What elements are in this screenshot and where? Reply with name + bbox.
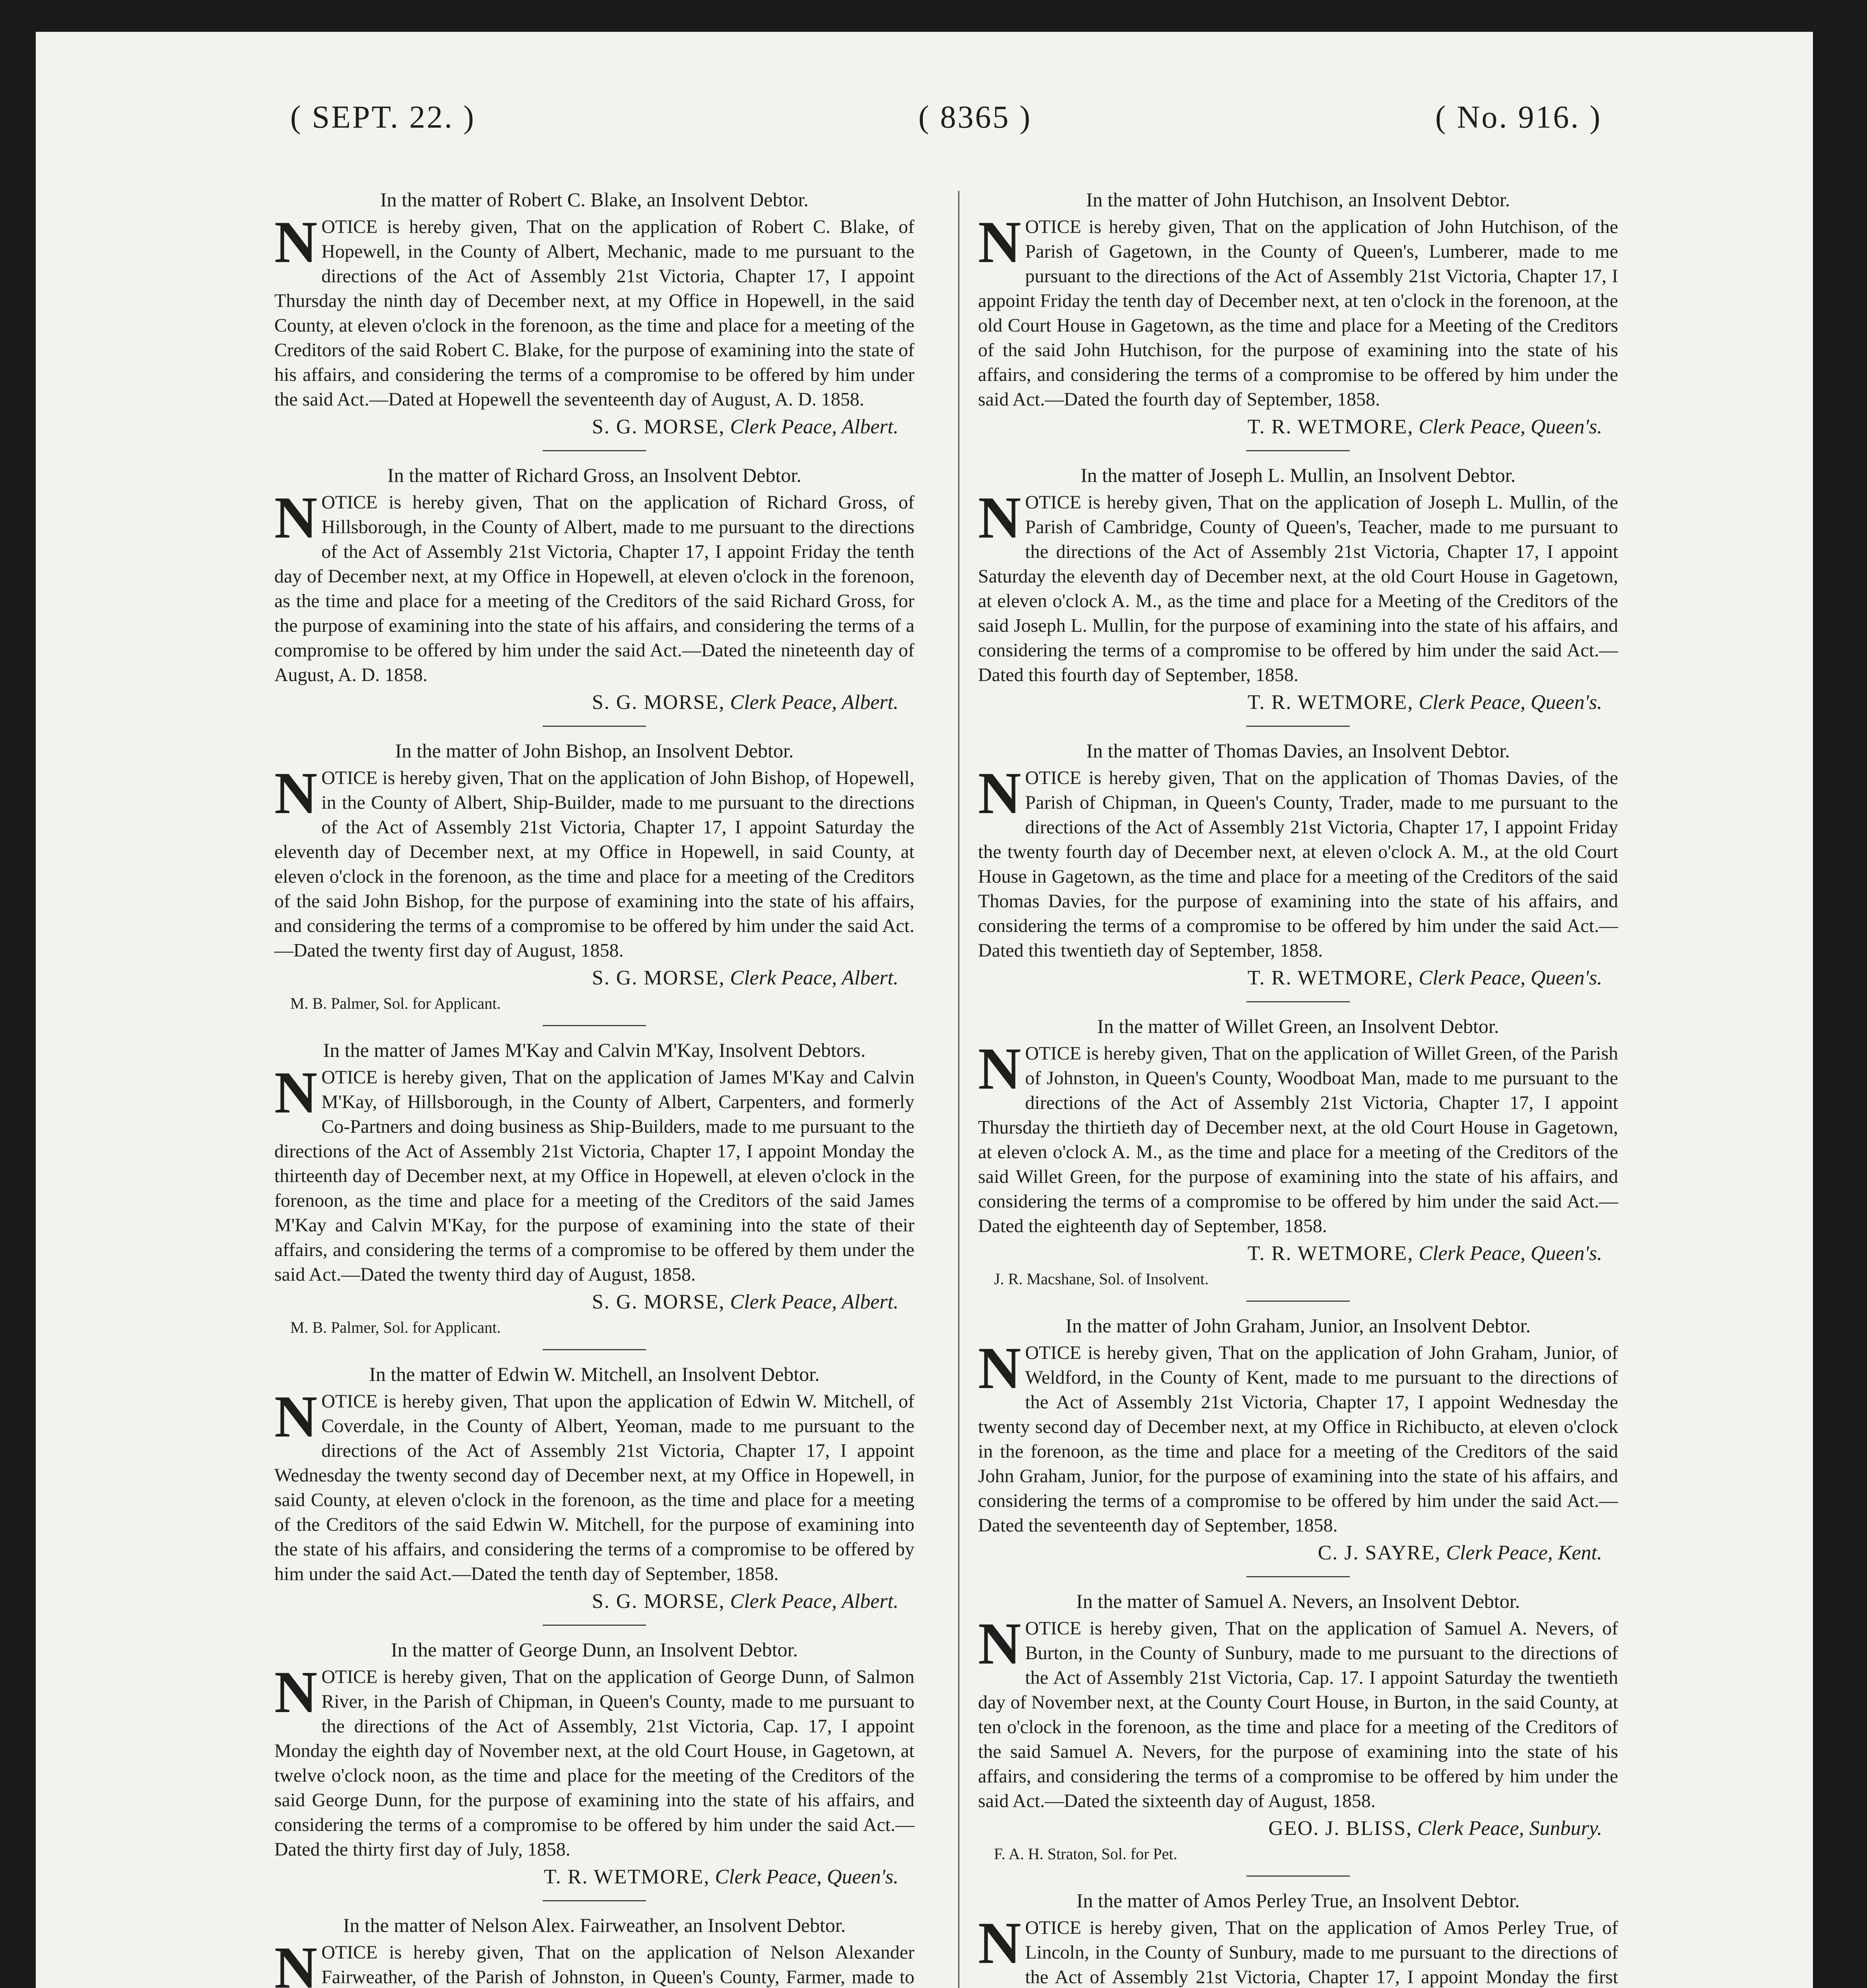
notice-body: [978, 209, 1618, 412]
notice-body: [978, 1036, 1618, 1239]
signer-title: Clerk Peace, Queen's.: [1419, 415, 1602, 438]
notice-title: In the matter of Samuel A. Nevers, an Insolvent Debtor.: [1076, 1590, 1520, 1612]
drop-cap: N: [274, 1384, 318, 1450]
insolvency-notice: [978, 738, 1618, 991]
notice-title: In the matter of John Hutchison, an Insolvent Debtor.: [1086, 188, 1510, 211]
drop-cap: N: [978, 760, 1021, 826]
notice-title: In the matter of James M'Kay and Calvin M'Kay, Insolvent Debtors.: [323, 1039, 866, 1061]
left-column: [274, 187, 914, 1988]
signer-name: T. R. WETMORE,: [1247, 691, 1414, 714]
notice-body: [978, 1335, 1618, 1538]
notice-body: [274, 760, 914, 963]
notice-text: OTICE is hereby given, That upon the application of Edwin W. Mitchell, of Coverdale, in the County of Albert, Yeoman, made to me pursuant to the directions of the Act of Assembly 21st Victoria, Chapter 17, I appoint Wednesday the twenty second day of December next, at my Office in Hopewell, in said County, at eleven o'clock in the forenoon, as the time and place for a meeting of the Creditors of the said Edwin W. Mitchell, for the purpose of examining into the state of his affairs, and considering the terms of a compromise to be offered by him under the said Act.—Dated the tenth day of September, 1858.: [274, 1391, 914, 1584]
insolvency-notice: [978, 1013, 1618, 1290]
notice-body: [274, 1659, 914, 1862]
signer-name: GEO. J. BLISS,: [1268, 1817, 1413, 1840]
signer-name: T. R. WETMORE,: [1247, 415, 1414, 438]
insolvency-notice: [274, 1037, 914, 1339]
notice-text: OTICE is hereby given, That on the application of George Dunn, of Salmon River, in the Parish of Chipman, in Queen's County, made to me pursuant to the directions of the Act of Assembly, 21st Victoria, Cap. 17, I appoint Monday the eighth day of November next, at the old Court House, in Gagetown, at twelve o'clock noon, as the time and place for the meeting of the Creditors of the said George Dunn, for the purpose of examining into the state of his affairs, and considering the terms of a compromise to be offered by him under the said Act.—Dated the thirty first day of July, 1858.: [274, 1666, 914, 1860]
notice-divider: [543, 450, 646, 451]
notice-divider: [543, 1625, 646, 1626]
notice-title: In the matter of Robert C. Blake, an Insolvent Debtor.: [380, 188, 809, 211]
signer-name: S. G. MORSE,: [592, 1590, 725, 1613]
signer-title: Clerk Peace, Sunbury.: [1417, 1817, 1602, 1840]
notice-title: In the matter of John Bishop, an Insolvent Debtor.: [395, 740, 794, 762]
notice-text: OTICE is hereby given, That on the application of Richard Gross, of Hillsborough, in the County of Albert, made to me pursuant to the directions of the Act of Assembly 21st Victoria, Chapter 17, I appoint Friday the tenth day of December next, at my Office in Hopewell, at eleven o'clock in the forenoon, as the time and place for a meeting of the Creditors of the said Richard Gross, for the purpose of examining into the state of his affairs, and considering the terms of a compromise to be offered by him under the said Act.—Dated the nineteenth day of August, A. D. 1858.: [274, 492, 914, 685]
page-number: ( 8365 ): [918, 100, 1032, 135]
drop-cap: N: [274, 760, 318, 826]
signer-title: Clerk Peace, Albert.: [730, 691, 899, 714]
notice-text: OTICE is hereby given, That on the application of Joseph L. Mullin, of the Parish of Cambridge, County of Queen's, Teacher, made to me pursuant to the directions of the Act of Assembly 21st Victoria, Chapter 17, I appoint Saturday the eleventh day of December next, at the old Court House in Gagetown, at eleven o'clock A. M., as the time and place for a Meeting of the Creditors of the said Joseph L. Mullin, for the purpose of examining into the state of his affairs, and considering the terms of a compromise to be offered by him under the said Act.—Dated this fourth day of September, 1858.: [978, 492, 1618, 685]
notice-signature: [274, 965, 899, 991]
drop-cap: N: [274, 1060, 318, 1126]
drop-cap: N: [274, 485, 318, 551]
solicitor-line: J. R. Macshane, Sol. of Insolvent.: [994, 1270, 1209, 1288]
insolvency-notice: [978, 1588, 1618, 1865]
notice-divider: [543, 1349, 646, 1350]
signer-name: T. R. WETMORE,: [1247, 967, 1414, 989]
notice-signature: [978, 1816, 1602, 1841]
notice-title: In the matter of John Graham, Junior, an Insolvent Debtor.: [1065, 1314, 1531, 1337]
drop-cap: N: [274, 209, 318, 275]
notice-signature: [274, 414, 899, 440]
notice-body: [978, 1910, 1618, 1988]
notice-text: OTICE is hereby given, That on the application of Willet Green, of the Parish of Johnston, in Queen's County, Woodboat Man, made to me pursuant to the directions of the Act of Assembly 21st Victoria, Chapter 17, I appoint Thursday the thirtieth day of December next, at the old Court House in Gagetown, at eleven o'clock A. M., as the time and place for a meeting of the Creditors of the said Willet Green, for the purpose of examining into the state of his affairs, and considering the terms of a compromise to be offered by him under the said Act.—Dated the eighteenth day of September, 1858.: [978, 1043, 1618, 1237]
drop-cap: N: [978, 1335, 1021, 1401]
notice-signature: [978, 690, 1602, 715]
signer-name: S. G. MORSE,: [592, 415, 725, 438]
signer-title: Clerk Peace, Queen's.: [1419, 1242, 1602, 1265]
issue-date: ( SEPT. 22. ): [290, 100, 476, 135]
signer-name: S. G. MORSE,: [592, 1291, 725, 1313]
solicitor-line: M. B. Palmer, Sol. for Applicant.: [290, 1318, 501, 1336]
notice-title: In the matter of Joseph L. Mullin, an Insolvent Debtor.: [1080, 464, 1516, 486]
insolvency-notice: [274, 462, 914, 715]
drop-cap: N: [274, 1659, 318, 1725]
notice-text: OTICE is hereby given, That on the application of John Bishop, of Hopewell, in the County of Albert, Ship-Builder, made to me pursuant to the directions of the Act of Assembly 21st Victoria, Chapter 17, I appoint Saturday the eleventh day of December next, at my Office in Hopewell, in said County, at eleven o'clock in the forenoon, as the time and place for a meeting of the Creditors of the said John Bishop, for the purpose of examining into the state of his affairs, and considering the terms of a compromise to be offered by him under the said Act.—Dated the twenty first day of August, 1858.: [274, 767, 914, 961]
notice-signature: [274, 1864, 899, 1890]
insolvency-notice: [274, 1361, 914, 1614]
signer-name: C. J. SAYRE,: [1318, 1541, 1441, 1564]
insolvency-notice: [978, 1888, 1618, 1988]
notice-signature: [978, 965, 1602, 991]
signer-title: Clerk Peace, Albert.: [730, 1291, 899, 1313]
insolvency-notice: [274, 738, 914, 1015]
right-column: [978, 187, 1618, 1988]
drop-cap: N: [978, 209, 1021, 275]
notice-body: [274, 1060, 914, 1287]
signer-name: S. G. MORSE,: [592, 967, 725, 989]
notice-signature: [978, 1540, 1602, 1566]
notice-text: OTICE is hereby given, That on the application of Nelson Alexander Fairweather, of the Parish of Johnston, in Queen's County, Farmer, made to: [321, 1942, 914, 1988]
solicitor-line: M. B. Palmer, Sol. for Applicant.: [290, 994, 501, 1012]
signer-title: Clerk Peace, Queen's.: [715, 1866, 899, 1888]
notice-signature: [978, 414, 1602, 440]
notice-text: OTICE is hereby given, That on the application of John Graham, Junior, of Weldford, in the County of Kent, made to me pursuant to the directions of the Act of Assembly 21st Victoria, Chapter 17, I appoint Wednesday the twenty second day of December next, at my Office in Richibucto, at eleven o'clock in the forenoon, as the time and place for a meeting of the Creditors of the said John Graham, Junior, for the purpose of examining into the state of his affairs, and considering the terms of a compromise to be offered by him under the said Act.—Dated the seventeenth day of September, 1858.: [978, 1342, 1618, 1536]
notice-text: OTICE is hereby given, That on the application of Amos Perley True, of Lincoln, in the County of Sunbury, made to me pursuant to the directions of the Act of Assembly 21st Victoria, Chapter 17, I appoint Monday the first: [1025, 1917, 1618, 1988]
insolvency-notice: [978, 462, 1618, 715]
notice-signature: [274, 1289, 899, 1315]
gazette-page: [36, 32, 1813, 1988]
notice-divider: [543, 1025, 646, 1026]
solicitor-line: F. A. H. Straton, Sol. for Pet.: [994, 1845, 1178, 1863]
drop-cap: N: [978, 1910, 1021, 1976]
notice-body: [274, 485, 914, 687]
notice-text: OTICE is hereby given, That on the application of James M'Kay and Calvin M'Kay, of Hillsborough, in the County of Albert, Carpenters, and formerly Co-Partners and doing business as Ship-Builders, made to me pursuant to the directions of the Act of Assembly 21st Victoria, Chapter 17, I appoint Monday the thirteenth day of December next, at my Office in Hopewell, at eleven o'clock in the forenoon, as the time and place for a meeting of the Creditors of the said James M'Kay and Calvin M'Kay, for the purpose of examining into the state of their affairs, and considering the terms of a compromise to be offered by them under the said Act.—Dated the twenty third day of August, 1858.: [274, 1067, 914, 1285]
notice-body: [274, 209, 914, 412]
notice-divider: [1246, 1301, 1350, 1302]
drop-cap: N: [978, 1036, 1021, 1102]
signer-title: Clerk Peace, Queen's.: [1419, 691, 1602, 714]
notice-signature: [274, 690, 899, 715]
notice-text: OTICE is hereby given, That on the application of Samuel A. Nevers, of Burton, in the County of Sunbury, made to me pursuant to the directions of the Act of Assembly 21st Victoria, Cap. 17. I appoint Saturday the twentieth day of November next, at the County Court House, in Burton, in the said County, at ten o'clock in the forenoon, as the time and place for a meeting of the Creditors of the said Samuel A. Nevers, for the purpose of examining into the state of his affairs, and considering the terms of a compromise to be offered by him under the said Act.—Dated the sixteenth day of August, 1858.: [978, 1618, 1618, 1811]
notice-divider: [1246, 1001, 1350, 1002]
signer-title: Clerk Peace, Kent.: [1446, 1541, 1602, 1564]
signer-title: Clerk Peace, Albert.: [730, 1590, 899, 1613]
notice-title: In the matter of Richard Gross, an Insolvent Debtor.: [387, 464, 802, 486]
signer-name: T. R. WETMORE,: [543, 1866, 710, 1888]
signer-name: S. G. MORSE,: [592, 691, 725, 714]
notice-divider: [1246, 450, 1350, 451]
notice-body: [978, 1611, 1618, 1813]
notice-divider: [543, 1900, 646, 1901]
notice-text: OTICE is hereby given, That on the application of John Hutchison, of the Parish of Gagetown, in the County of Queen's, Lumberer, made to me pursuant to the directions of the Act of Assembly 21st Victoria, Chapter 17, I appoint Friday the tenth day of December next, at ten o'clock in the forenoon, at the old Court House in Gagetown, as the time and place for a Meeting of the Creditors of the said John Hutchison, for the purpose of examining into the state of his affairs, and considering the terms of a compromise to be offered by him under the said Act.—Dated the fourth day of September, 1858.: [978, 216, 1618, 410]
page-header: [36, 99, 1813, 147]
issue-number: ( No. 916. ): [1435, 100, 1602, 135]
notice-body: [978, 485, 1618, 687]
drop-cap: N: [274, 1935, 318, 1988]
insolvency-notice: [978, 187, 1618, 440]
notice-divider: [1246, 1875, 1350, 1877]
signer-title: Clerk Peace, Queen's.: [1419, 967, 1602, 989]
insolvency-notice: [274, 187, 914, 440]
notice-divider: [543, 726, 646, 727]
insolvency-notice: [274, 1637, 914, 1890]
notice-body: [978, 760, 1618, 963]
notice-title: In the matter of Nelson Alex. Fairweather, an Insolvent Debtor.: [343, 1914, 846, 1936]
notice-signature: [978, 1241, 1602, 1266]
insolvency-notice: [978, 1313, 1618, 1566]
signer-title: Clerk Peace, Albert.: [730, 967, 899, 989]
column-divider: [958, 191, 959, 1988]
signer-name: T. R. WETMORE,: [1247, 1242, 1414, 1265]
notice-divider: [1246, 1576, 1350, 1577]
drop-cap: N: [978, 485, 1021, 551]
notice-title: In the matter of Willet Green, an Insolvent Debtor.: [1097, 1015, 1499, 1037]
notice-text: OTICE is hereby given, That on the application of Thomas Davies, of the Parish of Chipman, in Queen's County, Trader, made to me pursuant to the directions of the Act of Assembly 21st Victoria, Chapter 17, I appoint Friday the twenty fourth day of December next, at eleven o'clock A. M., at the old Court House in Gagetown, as the time and place for a meeting of the Creditors of the said Thomas Davies, for the purpose of examining into the state of his affairs, and considering the terms of a compromise to be offered by him under the said Act.—Dated this twentieth day of September, 1858.: [978, 767, 1618, 961]
insolvency-notice: [274, 1912, 914, 1988]
drop-cap: N: [978, 1611, 1021, 1677]
notice-body: [274, 1384, 914, 1586]
notice-title: In the matter of Thomas Davies, an Insolvent Debtor.: [1086, 740, 1510, 762]
notice-divider: [1246, 726, 1350, 727]
notice-title: In the matter of Amos Perley True, an Insolvent Debtor.: [1076, 1889, 1520, 1912]
notice-body: [274, 1935, 914, 1988]
notice-text: OTICE is hereby given, That on the application of Robert C. Blake, of Hopewell, in the County of Albert, Mechanic, made to me pursuant to the directions of the Act of Assembly 21st Victoria, Chapter 17, I appoint Thursday the ninth day of December next, at my Office in Hopewell, in the said County, at eleven o'clock in the forenoon, as the time and place for a meeting of the Creditors of the said Robert C. Blake, for the purpose of examining into the state of his affairs, and considering the terms of a compromise to be offered by him under the said Act.—Dated at Hopewell the seventeenth day of August, A. D. 1858.: [274, 216, 914, 410]
notice-title: In the matter of Edwin W. Mitchell, an Insolvent Debtor.: [369, 1363, 820, 1385]
signer-title: Clerk Peace, Albert.: [730, 415, 899, 438]
notice-signature: [274, 1589, 899, 1614]
notice-title: In the matter of George Dunn, an Insolvent Debtor.: [391, 1639, 798, 1661]
